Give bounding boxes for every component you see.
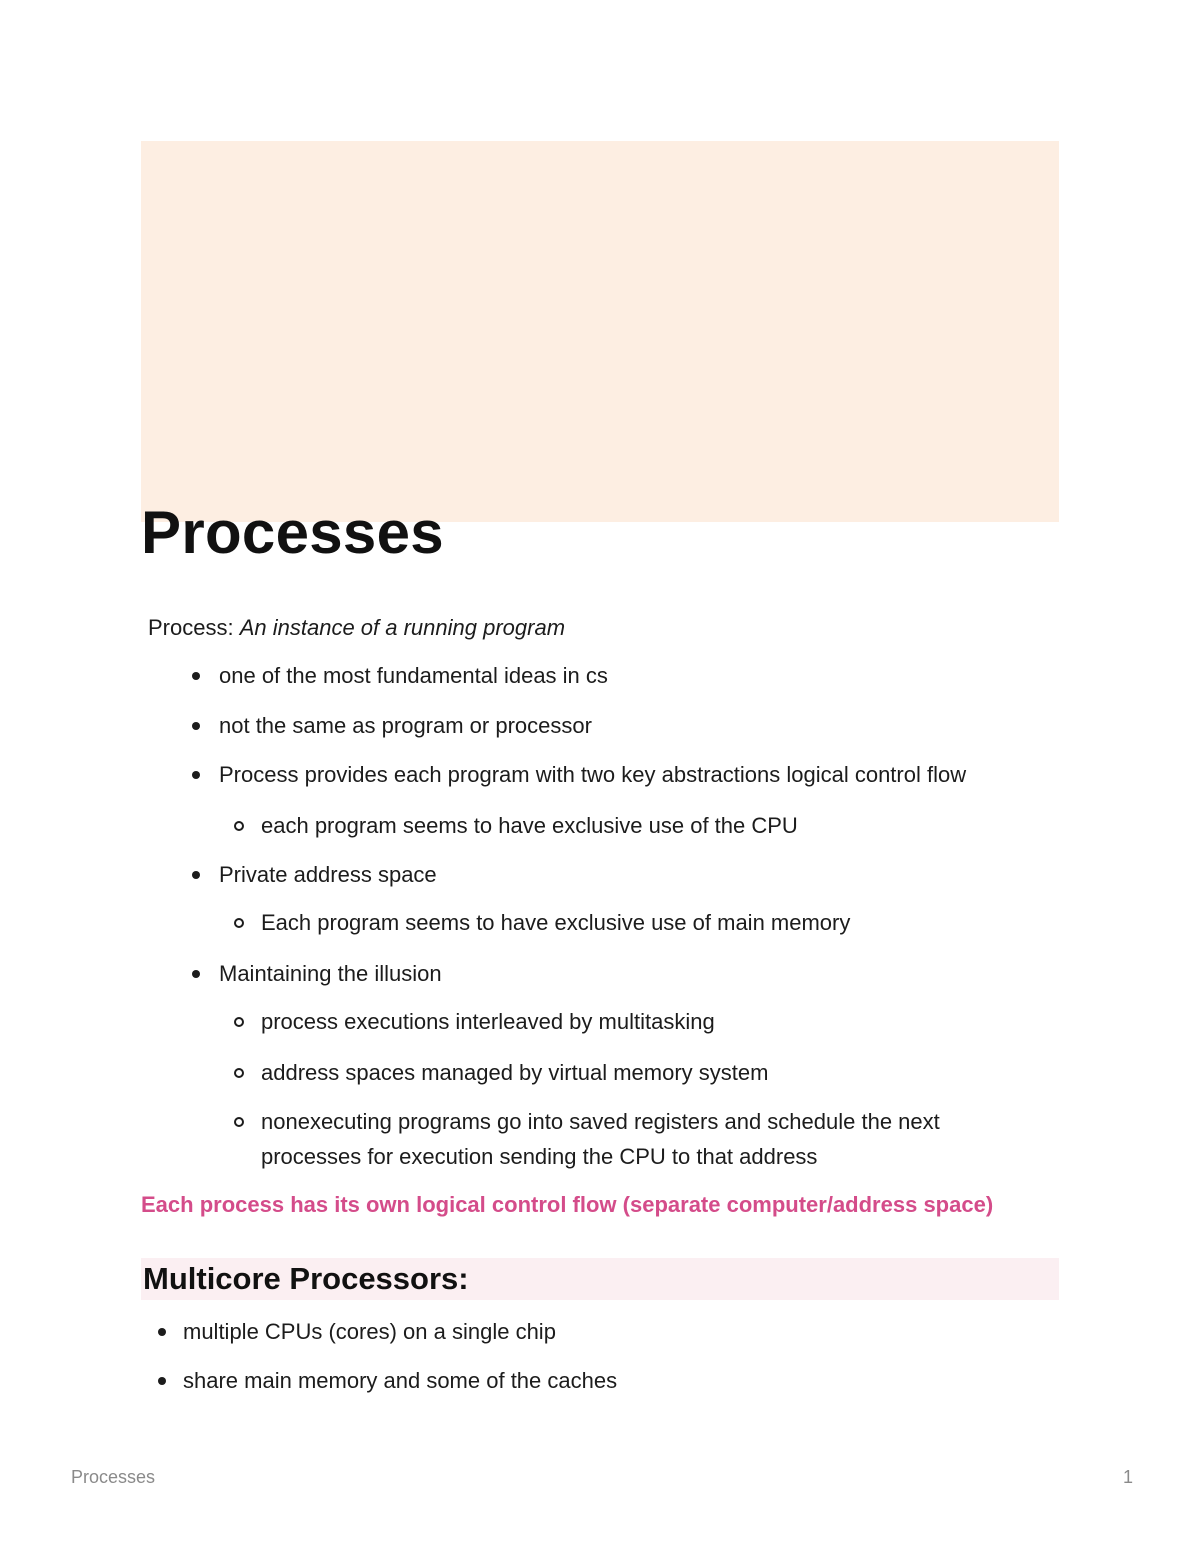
list-item (183, 1363, 1053, 1398)
list-item (261, 808, 1051, 843)
list-item-text: multiple CPUs (cores) on a single chip (183, 1319, 556, 1344)
list-item-text: address spaces managed by virtual memory system (261, 1060, 769, 1085)
list-item (219, 956, 1059, 991)
multicore-heading-block (141, 1258, 1059, 1300)
page-number: 1 (1122, 1467, 1133, 1487)
definition-term: Process: (148, 615, 234, 640)
list-item-text: each program seems to have exclusive use of the CPU (261, 813, 798, 838)
list-item (219, 658, 1059, 693)
list-item (261, 1004, 1051, 1039)
cover-banner (141, 141, 1059, 522)
list-item-text: not the same as program or processor (219, 713, 592, 738)
list-item (261, 905, 1051, 940)
list-item-text: Process provides each program with two key abstractions logical control flow (219, 762, 967, 787)
list-item (219, 708, 1059, 743)
definition-text: An instance of a running program (239, 615, 566, 640)
list-item (261, 1104, 1021, 1174)
callout-text: Each process has its own logical control flow (separate computer/address space) (141, 1192, 994, 1217)
list-item-text: share main memory and some of the caches (183, 1368, 618, 1393)
page-title: Processes (141, 499, 444, 566)
list-item-text: nonexecuting programs go into saved registers and schedule the next processes for execution sending the CPU to that address (261, 1109, 940, 1169)
list-item (219, 757, 1059, 792)
list-item-text: Private address space (219, 862, 437, 887)
list-item-text: process executions interleaved by multitasking (261, 1009, 715, 1034)
list-item-text: Each program seems to have exclusive use of main memory (261, 910, 851, 935)
list-item (219, 857, 1059, 892)
list-item-text: Maintaining the illusion (219, 961, 442, 986)
list-item (261, 1055, 1051, 1090)
list-item-text: one of the most fundamental ideas in cs (219, 663, 608, 688)
footer-title: Processes (71, 1467, 156, 1487)
multicore-heading: Multicore Processors: (143, 1261, 469, 1296)
list-item (183, 1314, 1053, 1349)
process-definition (148, 613, 565, 643)
